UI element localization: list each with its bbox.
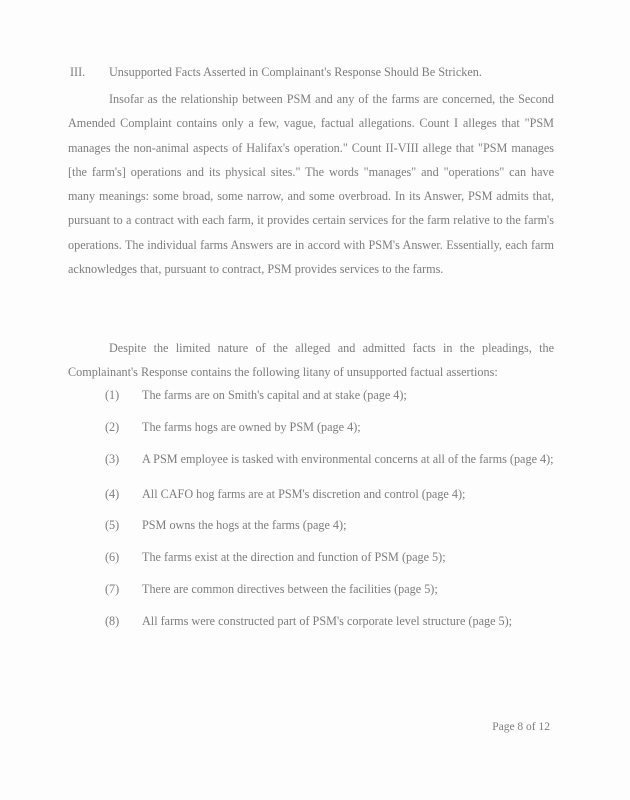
list-item-marker: (8) [105, 613, 120, 628]
list-item [105, 610, 555, 632]
list-item [105, 483, 555, 505]
list-item [105, 578, 555, 600]
section-title: Unsupported Facts Asserted in Complainant's Response Should Be Stricken. [109, 65, 482, 79]
list-item [105, 514, 555, 536]
list-item-text: The farms hogs are owned by PSM (page 4); [142, 419, 361, 434]
list-item-text: There are common directives between the facilities (page 5); [142, 581, 438, 596]
assertion-list [105, 384, 555, 642]
list-item-marker: (1) [105, 388, 120, 402]
body-paragraph-1: Insofar as the relationship between PSM and any of the farms are concerned, the Second Amended Complaint contains only a few, vague, factual allegations. Count I alleges that "PSM manages the non-animal aspects of Halifax's operation." Count II-VIII allege that "PSM manages [the farm's] operations and its physical sites." The words "manages" and "operations" can have many meanings: some broad, some narrow, and some overbroad. In its Answer, PSM admits that, pursuant to a contract with each farm, it provides certain services for the farm relative to the farm's operations. The individual farms Answers are in accord with PSM's Answer. Essentially, each farm acknowledges that, pursuant to contract, PSM provides services to the farms. [68, 92, 554, 277]
page-number: Page 8 of 12 [492, 721, 550, 733]
list-item-text: A PSM employee is tasked with environmental concerns at all of the farms (page 4); [142, 451, 554, 466]
list-item-text: All farms were constructed part of PSM's corporate level structure (page 5); [142, 613, 513, 628]
list-item-marker: (3) [105, 451, 120, 466]
list-item [105, 384, 555, 406]
list-item-marker: (2) [105, 419, 120, 434]
list-item-text: The farms exist at the direction and function of PSM (page 5); [142, 550, 446, 565]
list-item-text: PSM owns the hogs at the farms (page 4); [142, 518, 347, 533]
section-heading [70, 63, 570, 81]
list-item-marker: (7) [105, 581, 120, 596]
list-item-text: All CAFO hog farms are at PSM's discretion and control (page 4); [142, 486, 466, 501]
body-paragraph-2: Despite the limited nature of the alleged and admitted facts in the pleadings, the Complainant's Response contains the following litany of unsupported factual assertions: [68, 341, 554, 380]
list-item-marker: (5) [105, 518, 120, 533]
list-item-marker: (4) [105, 486, 120, 501]
list-item [105, 546, 555, 568]
list-item-text: The farms are on Smith's capital and at stake (page 4); [142, 388, 407, 402]
list-item [105, 448, 555, 470]
section-number: III. [70, 65, 86, 79]
list-item-marker: (6) [105, 550, 120, 565]
list-item [105, 416, 555, 438]
